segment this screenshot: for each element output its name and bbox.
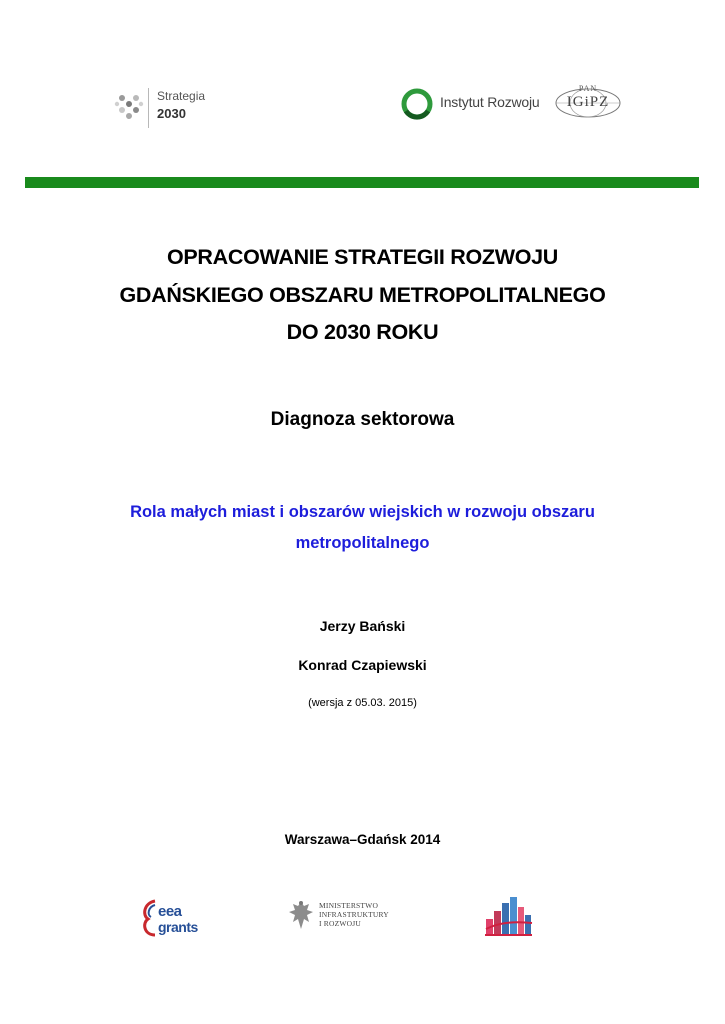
title-line-2: GDAŃSKIEGO OBSZARU METROPOLITALNEGO (119, 283, 606, 307)
city-skyline-icon (484, 893, 534, 938)
strategia-2030-logo (112, 86, 222, 130)
instytut-ring-icon (400, 87, 434, 121)
ministry-line-2: INFRASTRUKTURY (319, 910, 389, 919)
pan-text: PAN (578, 84, 598, 93)
eea-grants-icon (140, 895, 160, 939)
strategia-logo-text: Strategia (157, 89, 206, 103)
instytut-rozwoju-logo (400, 86, 545, 122)
eea-text: eea (158, 903, 182, 920)
instytut-rozwoju-name: Instytut Rozwoju (440, 94, 540, 110)
strategia-cross-icon (114, 92, 144, 122)
title-line-1: OPRACOWANIE STRATEGII ROZWOJU (166, 245, 559, 269)
author-name: Konrad Czapiewski (298, 657, 427, 673)
city-logo (484, 893, 534, 938)
topic-line-1: Rola małych miast i obszarów wiejskich w rozwoju obszaru (130, 503, 595, 521)
ministry-line-3: I ROZWOJU (319, 919, 362, 928)
author-name: Jerzy Bański (319, 618, 406, 634)
title-line-3: DO 2030 ROKU (286, 320, 439, 344)
ministry-logo (287, 897, 402, 937)
ministry-line-1: MINISTERSTWO (319, 901, 379, 910)
pan-igipz-logo (553, 84, 623, 120)
igipz-text: IGiPZ (566, 94, 610, 110)
eea-grants-logo (140, 893, 210, 943)
strategia-logo-year: 2030 (157, 106, 186, 121)
document-subtitle: Diagnoza sektorowa (270, 409, 455, 430)
polish-eagle-icon (287, 899, 315, 933)
place-and-year: Warszawa–Gdańsk 2014 (284, 832, 441, 847)
header-divider-bar (25, 177, 699, 188)
topic-line-2: metropolitalnego (295, 534, 430, 552)
version-note: (wersja z 05.03. 2015) (308, 697, 417, 709)
grants-text: grants (158, 919, 198, 935)
